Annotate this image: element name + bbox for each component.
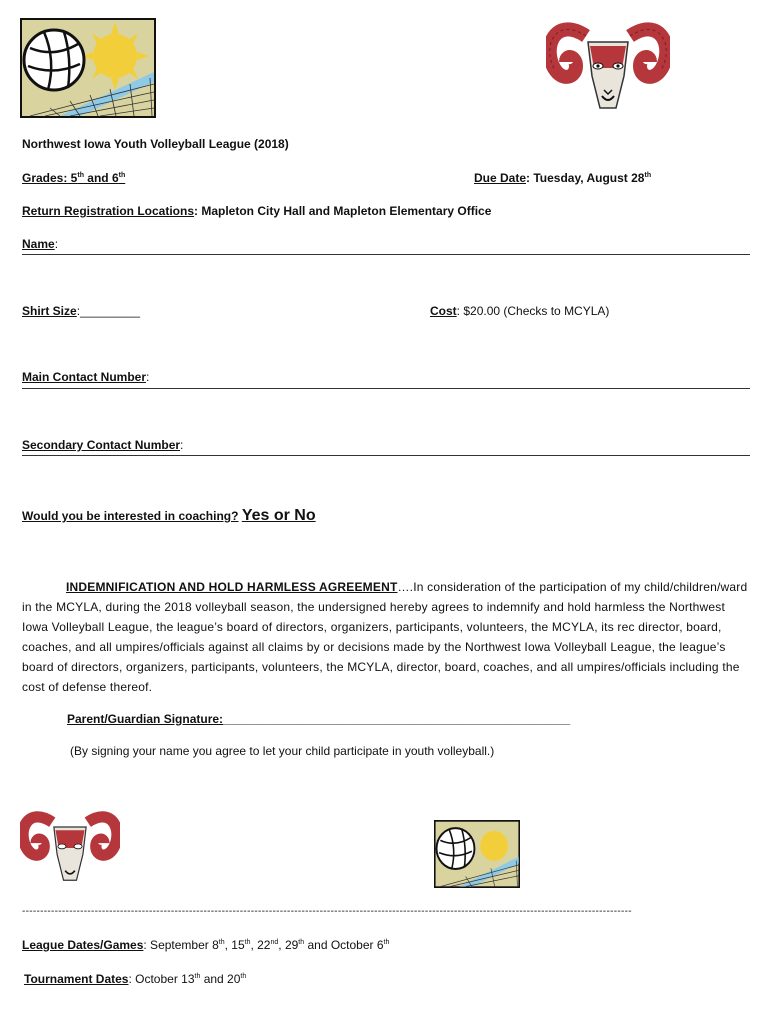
due-date: Due Date: Tuesday, August 28th xyxy=(474,171,652,185)
shirt-size-field[interactable]: Shirt Size:_________ xyxy=(22,304,141,318)
main-contact-label: Main Contact Number: xyxy=(22,370,150,384)
return-locations: Return Registration Locations: Mapleton City Hall and Mapleton Elementary Office xyxy=(22,204,492,218)
indemnification-paragraph xyxy=(22,577,750,697)
signature-field[interactable]: Parent/Guardian Signature:____________________________________________________ xyxy=(67,712,571,726)
name-field-line[interactable] xyxy=(22,254,750,255)
league-dates: League Dates/Games: September 8th, 15th, 22nd, 29th and October 6th xyxy=(22,938,390,952)
grades-line: Grades: 5th and 6th xyxy=(22,171,126,185)
signature-note: (By signing your name you agree to let your child participate in youth volleyball.) xyxy=(70,744,495,758)
league-title: Northwest Iowa Youth Volleyball League (2018) xyxy=(22,137,289,151)
ram-mascot-logo-bottom xyxy=(20,806,120,890)
secondary-contact-label: Secondary Contact Number: xyxy=(22,438,184,452)
tournament-dates: Tournament Dates: October 13th and 20th xyxy=(24,972,247,986)
cost-text: Cost: $20.00 (Checks to MCYLA) xyxy=(430,304,610,318)
cut-line: ------------------------------------------------------------------------------------------------------------------------------------------------------------------------ xyxy=(22,906,632,917)
agreement-heading: INDEMNIFICATION AND HOLD HARMLESS AGREEMENT xyxy=(66,580,398,594)
name-field-label: Name: xyxy=(22,237,59,251)
coaching-question: Would you be interested in coaching? Yes or No xyxy=(22,507,316,524)
volleyball-net-logo-bottom xyxy=(434,820,520,888)
volleyball-net-logo xyxy=(20,18,156,118)
coaching-options[interactable]: Yes or No xyxy=(241,507,316,524)
secondary-contact-line[interactable] xyxy=(22,455,750,456)
agreement-body: ….In consideration of the participation of my child/children/ward in the MCYLA, during the 2018 volleyball season, the undersigned hereby agrees to indemnify and hold harmless the Northwest Iowa Volleyball League, the league’s board of directors, organizers, participants, volunteers, the MCYLA, its rec director, board, coaches, and all umpires/officials against all claims by or decisions made by the Northwest Iowa Volleyball League, the league’s board of directors, organizers, participants, volunteers, the MCYLA, director, board, coaches, and all umpires/officials including the cost of defense thereof. xyxy=(22,580,748,694)
main-contact-line[interactable] xyxy=(22,388,750,389)
ram-mascot-logo xyxy=(546,16,670,120)
